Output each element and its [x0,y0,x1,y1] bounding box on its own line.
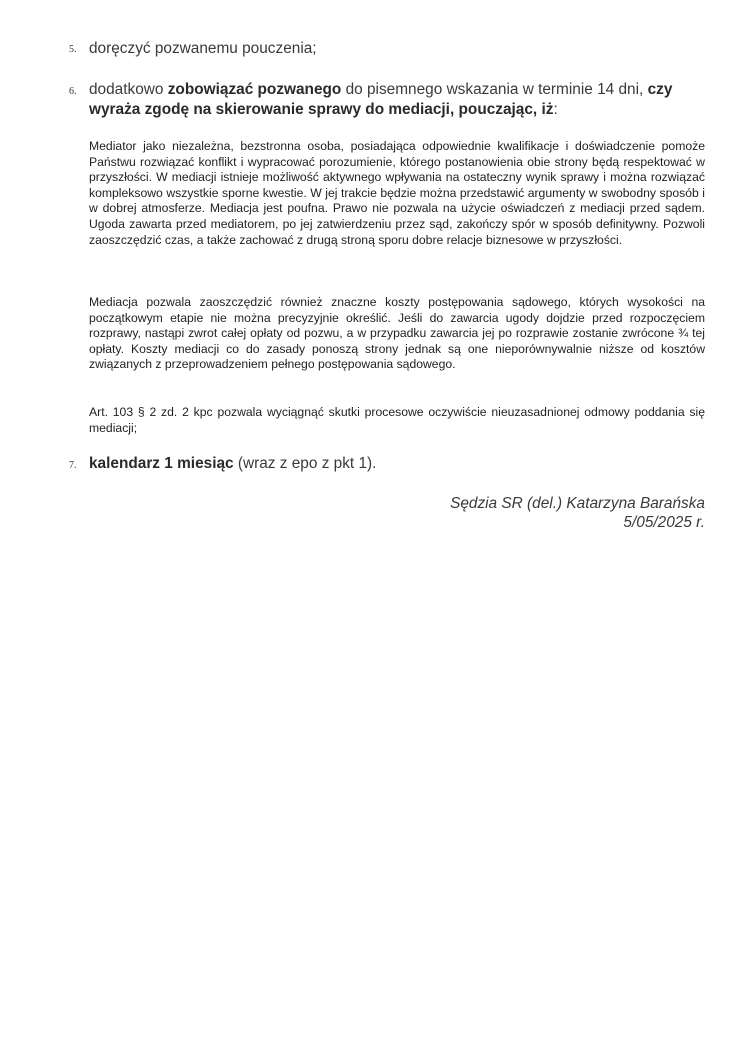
item-text-plain: (wraz z epo z pkt 1). [233,455,377,472]
item-text-bold: czy wyraża zgodę na skierowanie sprawy do mediacji, pouczając, iż [89,81,673,118]
item-number: 5. [69,44,77,55]
item-number: 7. [69,460,77,471]
item-text-bold: kalendarz 1 miesiąc [89,455,234,472]
item-text-bold: zobowiązać pozwanego [167,81,342,98]
signature-date: 5/05/2025 r. [623,514,705,531]
mediation-paragraph-1: Mediator jako niezależna, bezstronna osoba, posiadająca odpowiednie kwalifikacje i doświadczenie pomoże Państwu rozwiązać konflikt i wypracować porozumienie, którego postanowienia obie strony będą respektować w przyszłości. W mediacji istnieje możliwość aktywnego wpływania na ostateczny wynik sprawy i można rozwiązać kompleksowo wszystkie sporne kwestie. W jej trakcie będzie można przedstawić argumenty w swobodny sposób i w dobrej atmosferze. Mediacja jest poufna. Prawo nie pozwala na użycie oświadczeń z mediacji przed sądem. Ugoda zawarta przed mediatorem, po jej zatwierdzeniu przez sąd, zakończy spór w sposób definitywny. Pozwoli zaoszczędzić czas, a także zachować z drugą stroną sporu dobre relacje biznesowe w przyszłości. [89,139,705,247]
item-text [89,80,707,120]
item-text-plain: dodatkowo [89,81,168,98]
item-text-plain: : [553,101,558,118]
signature-name: Sędzia SR (del.) Katarzyna Barańska [450,495,705,512]
item-text [89,454,707,474]
item-text-plain: doręczyć pozwanemu pouczenia; [89,40,317,57]
mediation-paragraph-3: Art. 103 § 2 zd. 2 kpc pozwala wyciągnąć skutki procesowe oczywiście nieuzasadnionej odmowy poddania się mediacji; [89,405,705,435]
signature-block [450,494,705,532]
mediation-paragraph-2: Mediacja pozwala zaoszczędzić również znaczne koszty postępowania sądowego, których wysokości na początkowym etapie nie można precyzyjnie określić. Jeśli do zawarcia ugody dojdzie przed rozpoczęciem rozprawy, nastąpi zwrot całej opłaty od pozwu, a w przypadku zawarcia jej po rozprawie zostanie zwrócone ¾ tej opłaty. Koszty mediacji co do zasady ponoszą strony jednak są one nieporównywalnie niższe od kosztów związanych z przeprowadzeniem pełnego postępowania sądowego. [89,295,705,372]
item-number: 6. [69,86,77,97]
item-text [89,39,707,59]
item-text-plain: do pisemnego wskazania w terminie 14 dni, [341,81,648,98]
